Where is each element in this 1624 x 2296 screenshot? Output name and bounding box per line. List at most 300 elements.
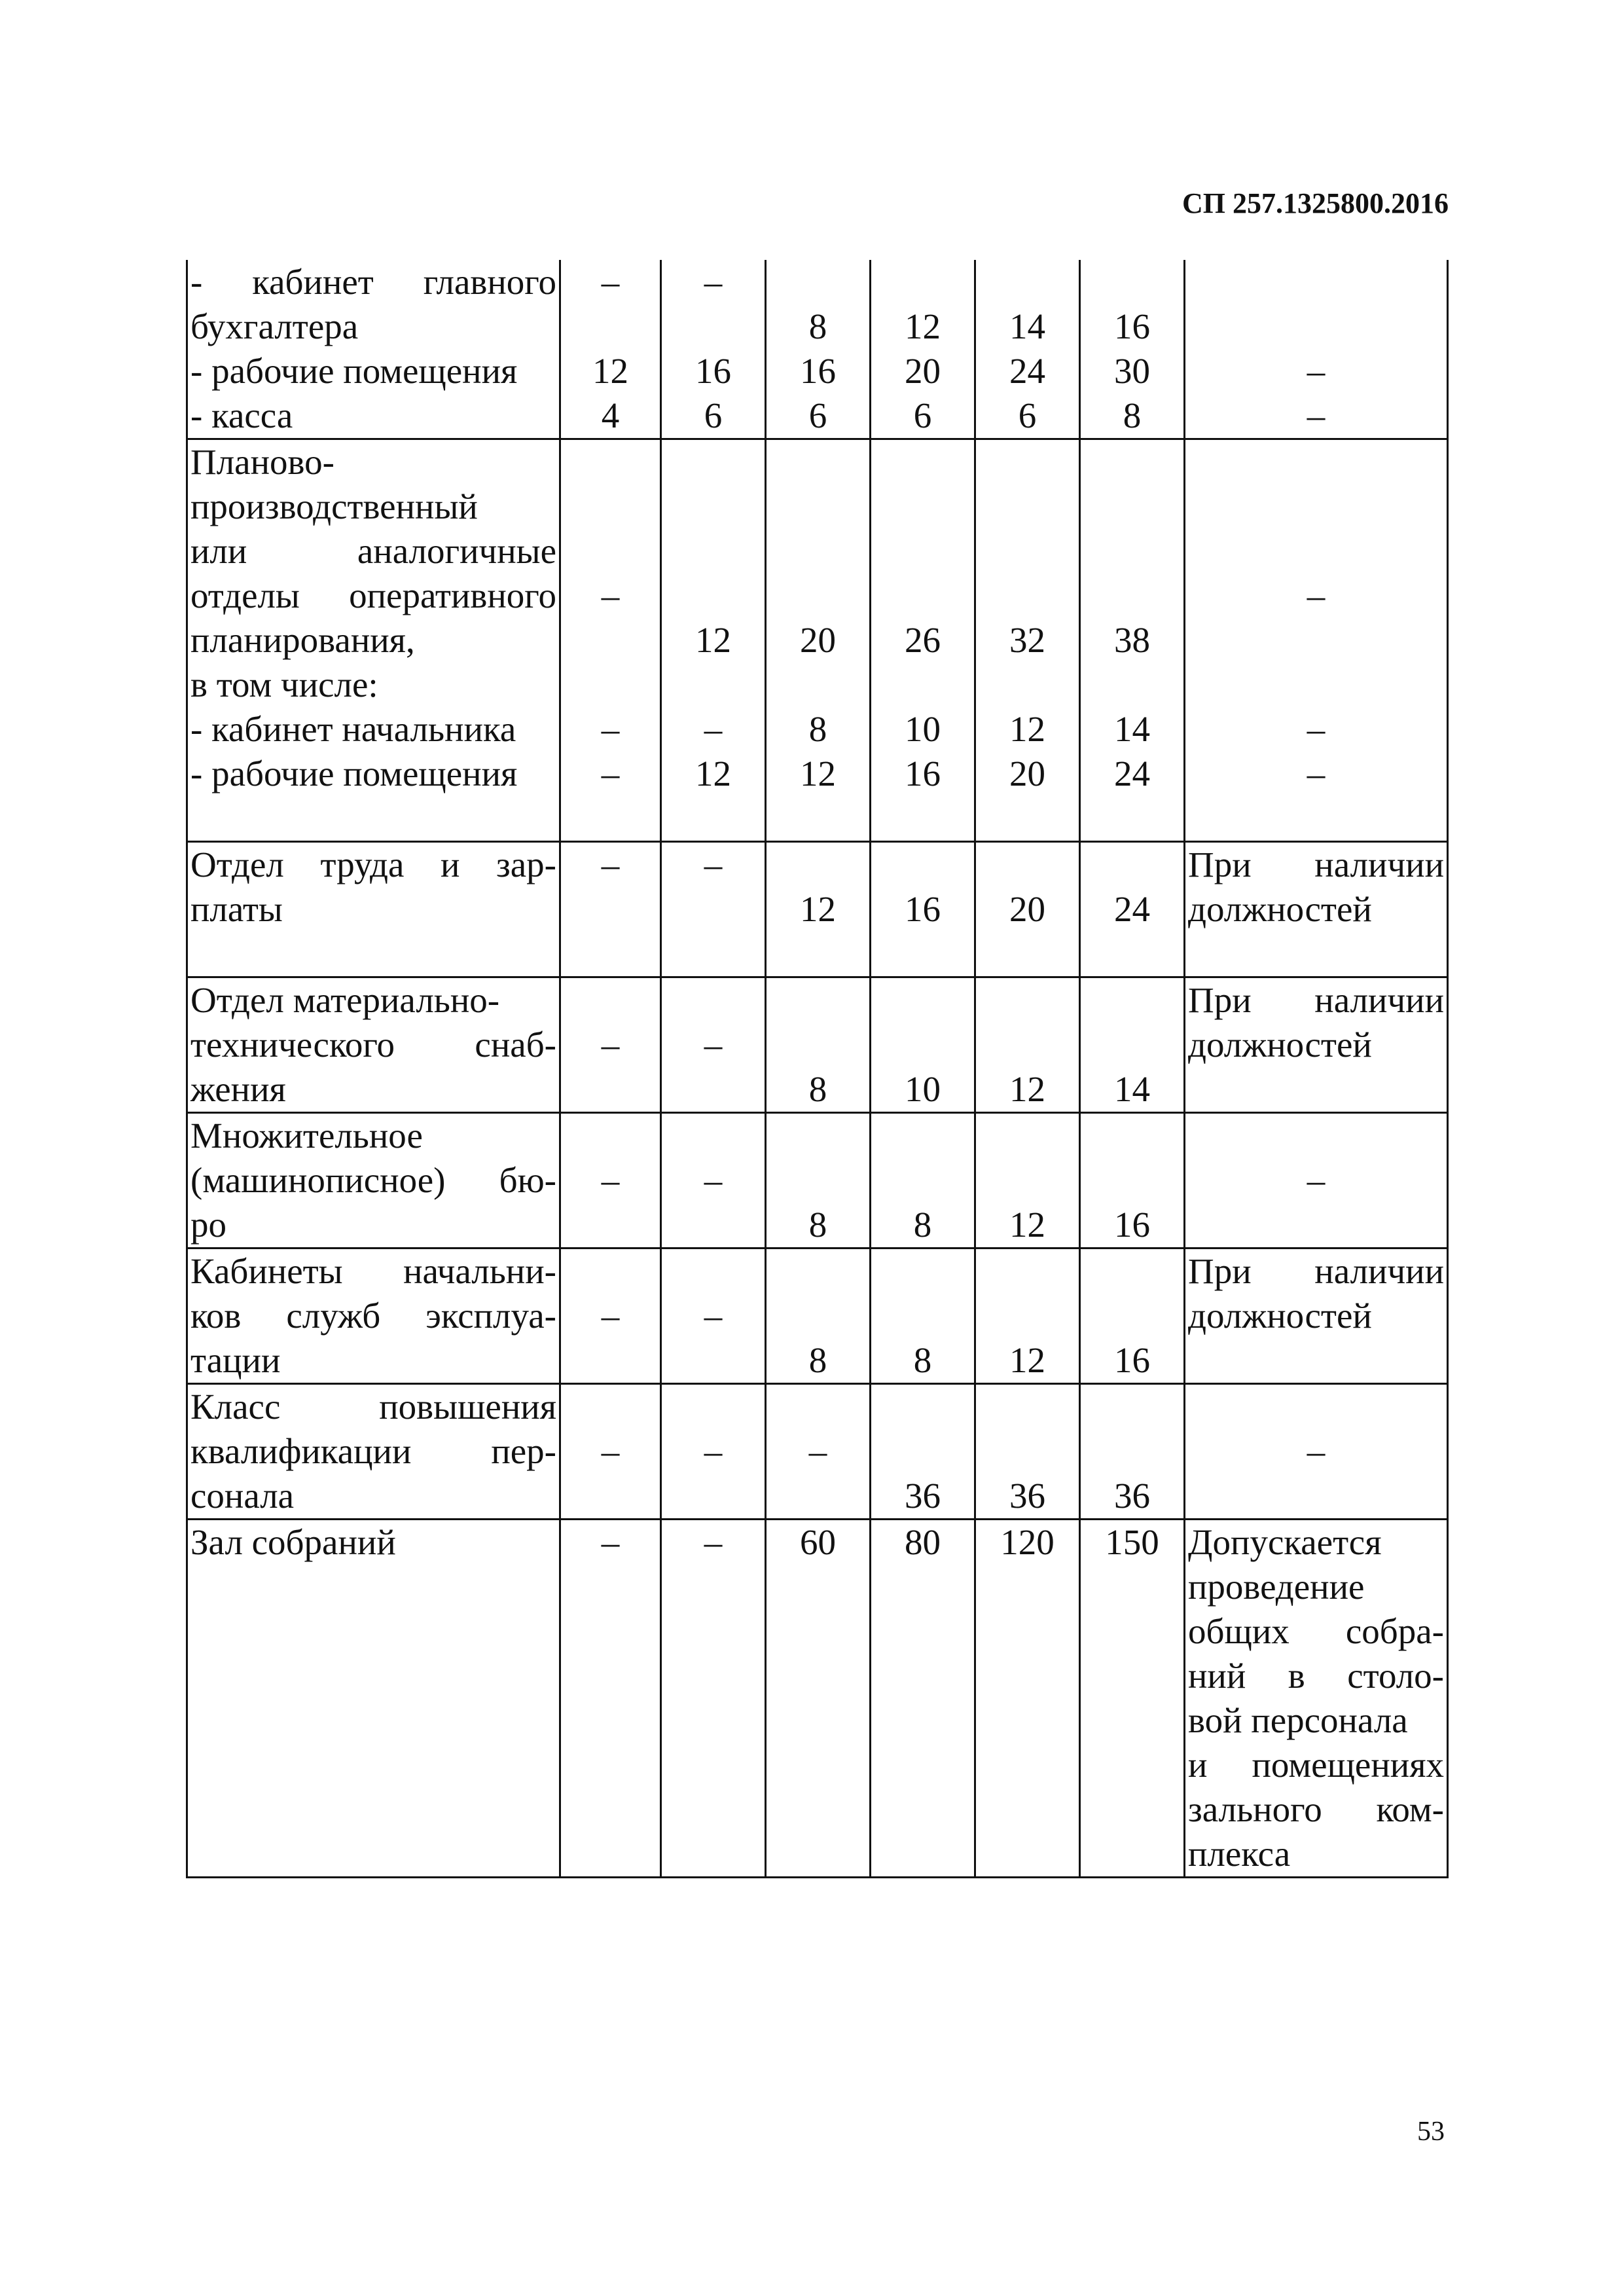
area-value bbox=[664, 574, 762, 618]
area-value bbox=[769, 440, 867, 484]
area-value bbox=[564, 440, 657, 484]
note-line: – bbox=[1307, 395, 1326, 435]
area-value bbox=[874, 978, 971, 1023]
area-value bbox=[979, 932, 1076, 976]
area-value bbox=[1083, 978, 1181, 1023]
room-name-line: Множительное bbox=[190, 1116, 423, 1156]
room-name-line: Зал собраний bbox=[190, 1522, 396, 1562]
area-value: 14 bbox=[1114, 709, 1150, 749]
area-value bbox=[564, 1114, 657, 1158]
area-value: 16 bbox=[1114, 1205, 1150, 1245]
note-cell bbox=[1185, 1384, 1448, 1520]
area-value bbox=[664, 1067, 762, 1112]
area-value bbox=[874, 260, 971, 304]
area-value bbox=[874, 1249, 971, 1294]
area-value bbox=[564, 1787, 657, 1832]
area-value bbox=[1083, 1158, 1181, 1203]
room-name-line: технического снаб- bbox=[190, 1025, 556, 1065]
area-value-cell bbox=[560, 1248, 661, 1384]
area-value bbox=[979, 574, 1076, 618]
area-value-cell bbox=[975, 1113, 1080, 1248]
note-line bbox=[1188, 618, 1444, 663]
area-value bbox=[979, 1832, 1076, 1876]
area-value-cell bbox=[975, 1520, 1080, 1878]
area-value bbox=[664, 1832, 762, 1876]
area-value: 12 bbox=[1009, 1340, 1045, 1380]
room-name-line: квалификации пер- bbox=[190, 1431, 556, 1471]
note-line: – bbox=[1307, 754, 1326, 793]
room-name-line: в том числе: bbox=[190, 665, 378, 704]
area-value bbox=[874, 932, 971, 976]
document-code-header: СП 257.1325800.2016 bbox=[1182, 187, 1449, 219]
room-name-line: сонала bbox=[190, 1476, 295, 1516]
area-value: – bbox=[601, 1522, 620, 1562]
area-value: 14 bbox=[1114, 1069, 1150, 1109]
area-value bbox=[979, 843, 1076, 887]
note-line bbox=[1188, 663, 1444, 707]
area-value: 10 bbox=[905, 709, 941, 749]
note-line bbox=[1188, 1203, 1444, 1247]
room-name-line: - кабинет главного bbox=[190, 262, 556, 302]
area-value bbox=[979, 1565, 1076, 1609]
area-value bbox=[979, 484, 1076, 529]
area-value: 12 bbox=[1009, 1205, 1045, 1245]
note-line bbox=[1188, 304, 1444, 349]
room-name-line: Класс повышения bbox=[190, 1387, 556, 1427]
area-value: 12 bbox=[800, 889, 836, 929]
area-value bbox=[769, 978, 867, 1023]
area-value bbox=[564, 1203, 657, 1247]
area-value: 24 bbox=[1114, 754, 1150, 793]
area-value bbox=[564, 1654, 657, 1698]
area-value: 24 bbox=[1009, 351, 1045, 391]
area-value-cell bbox=[560, 842, 661, 977]
area-value: 38 bbox=[1114, 620, 1150, 660]
area-value: – bbox=[601, 1431, 620, 1471]
area-value: – bbox=[704, 1160, 723, 1200]
area-value bbox=[769, 932, 867, 976]
area-value bbox=[769, 843, 867, 887]
area-value: 36 bbox=[1114, 1476, 1150, 1516]
note-line bbox=[1188, 529, 1444, 574]
area-value-cell bbox=[871, 1248, 975, 1384]
note-line: Допускается bbox=[1188, 1522, 1382, 1562]
room-name-line bbox=[190, 1743, 556, 1787]
note-line: – bbox=[1307, 1431, 1326, 1471]
room-name-cell bbox=[187, 1248, 560, 1384]
area-value bbox=[874, 1023, 971, 1067]
area-value bbox=[664, 1114, 762, 1158]
note-line: общих собра- bbox=[1188, 1611, 1444, 1651]
note-line bbox=[1188, 1338, 1444, 1383]
room-name-line: жения bbox=[190, 1069, 286, 1109]
note-line bbox=[1188, 1385, 1444, 1429]
area-value: – bbox=[704, 1522, 723, 1562]
note-cell bbox=[1185, 1248, 1448, 1384]
area-value bbox=[1083, 932, 1181, 976]
room-name-line: Планово- bbox=[190, 442, 334, 482]
area-value-cell bbox=[975, 260, 1080, 439]
area-value: 12 bbox=[800, 754, 836, 793]
area-value bbox=[979, 1294, 1076, 1338]
area-value bbox=[1083, 1114, 1181, 1158]
area-value bbox=[564, 1698, 657, 1743]
area-value bbox=[874, 1743, 971, 1787]
area-value bbox=[874, 1429, 971, 1474]
note-line: и помещениях bbox=[1188, 1745, 1444, 1785]
area-value: 8 bbox=[808, 306, 827, 346]
area-value-cell bbox=[560, 1384, 661, 1520]
area-value-cell bbox=[1080, 1384, 1185, 1520]
area-value bbox=[1083, 1743, 1181, 1787]
area-value-cell bbox=[560, 1520, 661, 1878]
note-line bbox=[1188, 796, 1444, 841]
room-name-line: ков служб эксплуа- bbox=[190, 1296, 556, 1336]
room-name-line: Отдел труда и зар- bbox=[190, 845, 556, 884]
area-value-cell bbox=[766, 260, 871, 439]
area-value-cell bbox=[661, 842, 766, 977]
room-name-line: - рабочие помещения bbox=[190, 754, 518, 793]
area-value bbox=[769, 1787, 867, 1832]
area-value bbox=[1083, 260, 1181, 304]
note-cell bbox=[1185, 439, 1448, 842]
area-value-cell bbox=[661, 1520, 766, 1878]
area-value bbox=[979, 1158, 1076, 1203]
note-line: При наличии bbox=[1188, 980, 1444, 1020]
area-value: – bbox=[601, 1025, 620, 1065]
page-number: 53 bbox=[1417, 2117, 1445, 2147]
area-value: 16 bbox=[905, 754, 941, 793]
area-value bbox=[1083, 1698, 1181, 1743]
area-value bbox=[874, 663, 971, 707]
area-value bbox=[1083, 1609, 1181, 1654]
area-value: 6 bbox=[704, 395, 723, 435]
area-value bbox=[664, 484, 762, 529]
room-name-line: - рабочие помещения bbox=[190, 351, 518, 391]
area-value: – bbox=[601, 1160, 620, 1200]
area-value-cell bbox=[871, 1520, 975, 1878]
area-value bbox=[664, 1743, 762, 1787]
area-value bbox=[564, 663, 657, 707]
area-value-cell bbox=[766, 977, 871, 1113]
area-value bbox=[979, 1114, 1076, 1158]
area-value: 20 bbox=[1009, 754, 1045, 793]
room-name-line bbox=[190, 1787, 556, 1832]
area-value bbox=[874, 529, 971, 574]
note-line bbox=[1188, 1474, 1444, 1518]
room-name-line: Кабинеты начальни- bbox=[190, 1251, 556, 1291]
area-value: – bbox=[704, 709, 723, 749]
area-value: – bbox=[601, 845, 620, 884]
area-value: 16 bbox=[1114, 1340, 1150, 1380]
area-value: – bbox=[704, 1025, 723, 1065]
area-value bbox=[1083, 484, 1181, 529]
note-line: – bbox=[1307, 351, 1326, 391]
note-cell bbox=[1185, 1113, 1448, 1248]
room-name-cell bbox=[187, 977, 560, 1113]
area-value-cell bbox=[975, 1248, 1080, 1384]
area-value-cell bbox=[871, 1113, 975, 1248]
area-value bbox=[1083, 1654, 1181, 1698]
area-value bbox=[979, 529, 1076, 574]
area-value bbox=[979, 1429, 1076, 1474]
area-value bbox=[664, 529, 762, 574]
area-value bbox=[1083, 1787, 1181, 1832]
note-line bbox=[1188, 440, 1444, 484]
note-line: – bbox=[1307, 575, 1326, 615]
area-value bbox=[979, 1023, 1076, 1067]
area-value bbox=[1083, 440, 1181, 484]
note-cell bbox=[1185, 977, 1448, 1113]
area-value bbox=[979, 1743, 1076, 1787]
area-value bbox=[664, 978, 762, 1023]
area-value bbox=[769, 1294, 867, 1338]
room-name-line: платы bbox=[190, 889, 283, 929]
note-cell bbox=[1185, 842, 1448, 977]
table-row bbox=[187, 1113, 1448, 1248]
area-value bbox=[1083, 1249, 1181, 1294]
area-value: 12 bbox=[695, 754, 731, 793]
area-value: 120 bbox=[1000, 1522, 1055, 1562]
room-name-line: тации bbox=[190, 1340, 281, 1380]
area-value bbox=[664, 1203, 762, 1247]
room-name-line: Отдел материально- bbox=[190, 980, 500, 1020]
area-value bbox=[564, 304, 657, 349]
area-value-cell bbox=[661, 439, 766, 842]
area-value: – bbox=[808, 1431, 827, 1471]
area-value bbox=[979, 1609, 1076, 1654]
note-line: должностей bbox=[1188, 1296, 1372, 1336]
room-name-line bbox=[190, 1832, 556, 1876]
area-value: 12 bbox=[905, 306, 941, 346]
area-value bbox=[1083, 529, 1181, 574]
area-value: 16 bbox=[695, 351, 731, 391]
area-value bbox=[769, 663, 867, 707]
area-value-cell bbox=[975, 977, 1080, 1113]
area-value: – bbox=[601, 262, 620, 302]
area-value: 26 bbox=[905, 620, 941, 660]
area-value: 24 bbox=[1114, 889, 1150, 929]
area-value bbox=[1083, 1385, 1181, 1429]
area-value: 4 bbox=[601, 395, 620, 435]
area-value bbox=[664, 1249, 762, 1294]
room-name-line bbox=[190, 1565, 556, 1609]
note-line: При наличии bbox=[1188, 1251, 1444, 1291]
area-value-cell bbox=[661, 260, 766, 439]
area-value: 10 bbox=[905, 1069, 941, 1109]
area-value: 36 bbox=[905, 1476, 941, 1516]
area-value: – bbox=[601, 709, 620, 749]
area-value bbox=[564, 1338, 657, 1383]
area-value bbox=[1083, 1565, 1181, 1609]
area-value bbox=[769, 484, 867, 529]
area-value-cell bbox=[1080, 1113, 1185, 1248]
note-line: вой персонала bbox=[1188, 1700, 1408, 1740]
area-value bbox=[664, 304, 762, 349]
area-value bbox=[564, 1565, 657, 1609]
area-value bbox=[664, 1338, 762, 1383]
area-value-cell bbox=[661, 1384, 766, 1520]
area-value bbox=[1083, 796, 1181, 841]
area-value bbox=[1083, 1429, 1181, 1474]
area-value: – bbox=[704, 262, 723, 302]
room-name-cell bbox=[187, 842, 560, 977]
area-value bbox=[979, 1787, 1076, 1832]
area-value bbox=[564, 1609, 657, 1654]
room-name-line bbox=[190, 932, 556, 976]
note-cell bbox=[1185, 1520, 1448, 1878]
table-row bbox=[187, 1520, 1448, 1878]
area-value-cell bbox=[1080, 977, 1185, 1113]
note-cell bbox=[1185, 260, 1448, 439]
area-value: 6 bbox=[1018, 395, 1037, 435]
area-value: 16 bbox=[1114, 306, 1150, 346]
area-value: 8 bbox=[1123, 395, 1142, 435]
area-value bbox=[769, 529, 867, 574]
area-value bbox=[979, 978, 1076, 1023]
area-value bbox=[769, 1158, 867, 1203]
area-value-cell bbox=[661, 1248, 766, 1384]
area-value bbox=[769, 1565, 867, 1609]
area-value-cell bbox=[975, 439, 1080, 842]
area-value-cell bbox=[871, 260, 975, 439]
area-value bbox=[874, 1832, 971, 1876]
area-value bbox=[664, 663, 762, 707]
area-value-cell bbox=[766, 1248, 871, 1384]
area-value bbox=[1083, 663, 1181, 707]
area-value bbox=[564, 1743, 657, 1787]
note-line bbox=[1188, 484, 1444, 529]
area-value bbox=[979, 1249, 1076, 1294]
area-value bbox=[664, 1787, 762, 1832]
table-row bbox=[187, 439, 1448, 842]
area-value bbox=[769, 1474, 867, 1518]
area-value: 8 bbox=[808, 1205, 827, 1245]
area-value bbox=[769, 796, 867, 841]
room-name-line: (машинописное) бю- bbox=[190, 1160, 556, 1200]
area-value bbox=[979, 796, 1076, 841]
area-value-cell bbox=[766, 1384, 871, 1520]
area-value bbox=[1083, 1832, 1181, 1876]
room-name-cell bbox=[187, 260, 560, 439]
area-value-cell bbox=[1080, 842, 1185, 977]
area-value-cell bbox=[560, 260, 661, 439]
room-name-cell bbox=[187, 1384, 560, 1520]
note-line: зального ком- bbox=[1188, 1789, 1444, 1829]
area-value bbox=[769, 1832, 867, 1876]
area-value: 16 bbox=[905, 889, 941, 929]
area-value bbox=[874, 796, 971, 841]
area-value bbox=[664, 1474, 762, 1518]
area-value-cell bbox=[560, 977, 661, 1113]
room-name-line: отделы оперативного bbox=[190, 575, 556, 615]
area-value bbox=[1083, 1294, 1181, 1338]
area-value: – bbox=[601, 1296, 620, 1336]
note-line bbox=[1188, 932, 1444, 976]
room-name-line: планирования, bbox=[190, 620, 415, 660]
note-line bbox=[1188, 1114, 1444, 1158]
area-value bbox=[874, 1654, 971, 1698]
area-value bbox=[564, 1832, 657, 1876]
area-value bbox=[769, 1114, 867, 1158]
area-value: – bbox=[601, 575, 620, 615]
area-value bbox=[874, 1158, 971, 1203]
note-line: ний в столо- bbox=[1188, 1656, 1444, 1696]
room-area-table bbox=[186, 260, 1449, 1878]
note-line: должностей bbox=[1188, 889, 1372, 929]
area-value-cell bbox=[1080, 1248, 1185, 1384]
area-value bbox=[664, 1698, 762, 1743]
area-value bbox=[564, 1249, 657, 1294]
area-value: 14 bbox=[1009, 306, 1045, 346]
area-value bbox=[874, 484, 971, 529]
area-value-cell bbox=[766, 1113, 871, 1248]
area-value: 12 bbox=[592, 351, 628, 391]
area-value: 6 bbox=[808, 395, 827, 435]
room-name-line: или аналогичные bbox=[190, 531, 556, 571]
room-name-cell bbox=[187, 439, 560, 842]
area-value-cell bbox=[766, 439, 871, 842]
area-value: 20 bbox=[800, 620, 836, 660]
area-value-cell bbox=[1080, 439, 1185, 842]
area-value: – bbox=[704, 1431, 723, 1471]
table-row bbox=[187, 1248, 1448, 1384]
area-value bbox=[979, 1385, 1076, 1429]
area-value bbox=[564, 796, 657, 841]
room-name-line bbox=[190, 1654, 556, 1698]
area-value bbox=[564, 618, 657, 663]
area-value bbox=[1083, 574, 1181, 618]
room-name-line bbox=[190, 1698, 556, 1743]
area-value bbox=[979, 663, 1076, 707]
area-value bbox=[564, 978, 657, 1023]
area-value bbox=[874, 843, 971, 887]
room-name-line: - касса bbox=[190, 395, 293, 435]
area-value: 20 bbox=[905, 351, 941, 391]
area-value bbox=[874, 1609, 971, 1654]
area-value-cell bbox=[871, 977, 975, 1113]
area-value bbox=[564, 529, 657, 574]
note-line bbox=[1188, 260, 1444, 304]
area-value bbox=[664, 887, 762, 932]
table-row bbox=[187, 260, 1448, 439]
room-name-cell bbox=[187, 1520, 560, 1878]
area-value: 32 bbox=[1009, 620, 1045, 660]
room-name-line: - кабинет начальника bbox=[190, 709, 516, 749]
table-row bbox=[187, 977, 1448, 1113]
area-value bbox=[979, 260, 1076, 304]
area-value bbox=[874, 574, 971, 618]
area-value: 8 bbox=[913, 1205, 932, 1245]
area-value: 12 bbox=[695, 620, 731, 660]
area-value bbox=[979, 1654, 1076, 1698]
room-name-line: бухгалтера bbox=[190, 306, 359, 346]
area-value-cell bbox=[975, 842, 1080, 977]
area-value bbox=[664, 1565, 762, 1609]
area-value: – bbox=[704, 1296, 723, 1336]
note-line: проведение bbox=[1188, 1567, 1365, 1607]
note-line: плекса bbox=[1188, 1834, 1291, 1874]
area-value bbox=[874, 1787, 971, 1832]
area-value bbox=[874, 1698, 971, 1743]
note-line: – bbox=[1307, 709, 1326, 749]
area-value: 8 bbox=[808, 709, 827, 749]
room-name-line: производственный bbox=[190, 486, 478, 526]
area-value bbox=[979, 1698, 1076, 1743]
room-name-line bbox=[190, 1609, 556, 1654]
area-value-cell bbox=[766, 842, 871, 977]
area-value bbox=[664, 440, 762, 484]
